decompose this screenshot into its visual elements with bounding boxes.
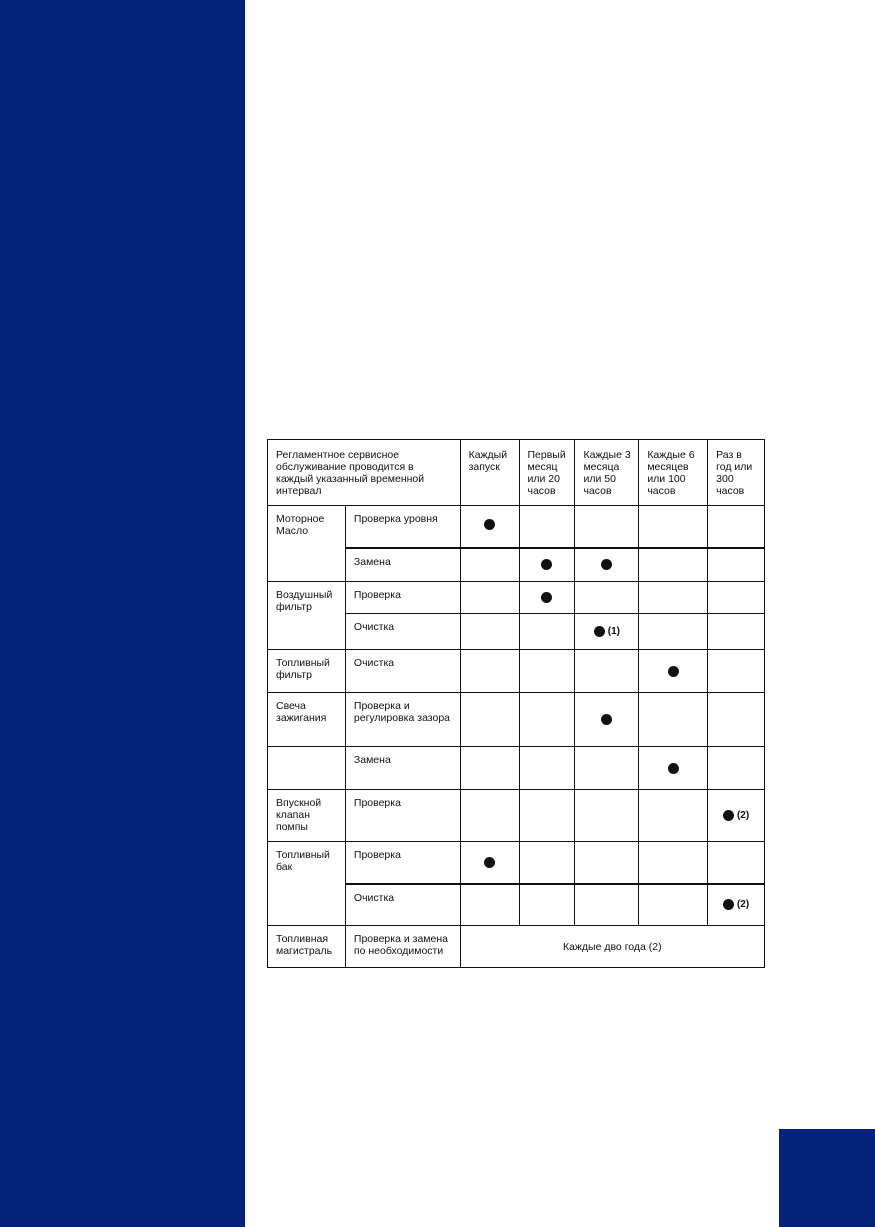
header-yearly: Раз в год или 300 часов [708, 440, 765, 506]
row-label-air-filter: Воздушный фильтр [268, 582, 346, 650]
maintenance-schedule-table [267, 439, 765, 968]
table-row [268, 506, 765, 548]
schedule-cell [708, 790, 765, 842]
fuel-line-interval: Каждые дво года (2) [460, 926, 764, 968]
row-label-fuel-filter: Топливный фильтр [268, 650, 346, 693]
table-row [268, 790, 765, 842]
header-every-3-months: Каждые 3 месяца или 50 часов [575, 440, 639, 506]
table-row [268, 926, 765, 968]
schedule-cell [575, 650, 639, 693]
dot-icon [601, 714, 612, 725]
schedule-cell [708, 548, 765, 582]
schedule-cell [519, 614, 575, 650]
action-label: Проверка уровня [345, 506, 460, 548]
schedule-cell [460, 693, 519, 747]
header-every-6-months: Каждые 6 месяцев или 100 часов [639, 440, 708, 506]
footnote-ref: (2) [736, 809, 750, 821]
schedule-cell [519, 506, 575, 548]
dot-icon [541, 559, 552, 570]
schedule-cell [639, 582, 708, 614]
action-label: Очистка [345, 884, 460, 926]
schedule-cell [575, 548, 639, 582]
table-header-row [268, 440, 765, 506]
dot-icon [668, 763, 679, 774]
schedule-cell [519, 842, 575, 884]
schedule-cell [519, 548, 575, 582]
action-label: Очистка [345, 614, 460, 650]
dot-icon [601, 559, 612, 570]
schedule-cell [460, 884, 519, 926]
table-row [268, 693, 765, 747]
schedule-cell [708, 582, 765, 614]
schedule-cell [575, 582, 639, 614]
schedule-cell [460, 548, 519, 582]
schedule-cell [519, 884, 575, 926]
dot-icon [541, 592, 552, 603]
schedule-cell [460, 747, 519, 790]
schedule-cell [519, 582, 575, 614]
row-label-spark-plug: Свеча зажигания [268, 693, 346, 747]
schedule-cell [519, 790, 575, 842]
schedule-cell [639, 614, 708, 650]
action-label: Замена [345, 747, 460, 790]
schedule-cell [460, 506, 519, 548]
dot-icon [484, 519, 495, 530]
schedule-cell [708, 884, 765, 926]
schedule-cell [460, 650, 519, 693]
schedule-cell [639, 650, 708, 693]
page-corner-block [779, 1129, 875, 1227]
schedule-cell [575, 884, 639, 926]
dot-icon [723, 899, 734, 910]
header-description: Регламентное сервисное обслуживание проводится в каждый указанный временной интервал [268, 440, 461, 506]
row-label-fuel-line: Топливная магистраль [268, 926, 346, 968]
schedule-cell [575, 747, 639, 790]
table-row [268, 650, 765, 693]
schedule-cell [708, 693, 765, 747]
footnote-ref: (1) [607, 625, 620, 637]
action-label: Проверка и регулировка зазора [345, 693, 460, 747]
row-label-oil: Моторное Масло [268, 506, 346, 582]
row-label-fuel-tank: Топливный бак [268, 842, 346, 926]
action-label: Проверка [345, 582, 460, 614]
schedule-cell [519, 747, 575, 790]
table-row [268, 842, 765, 884]
row-label-empty [268, 747, 346, 790]
schedule-cell [639, 548, 708, 582]
schedule-cell [575, 842, 639, 884]
dot-icon [723, 810, 734, 821]
schedule-cell [519, 650, 575, 693]
schedule-cell [708, 747, 765, 790]
schedule-cell [708, 614, 765, 650]
schedule-cell [639, 884, 708, 926]
table-row [268, 747, 765, 790]
action-label: Замена [345, 548, 460, 582]
action-label: Проверка и замена по необходимости [345, 926, 460, 968]
schedule-cell [639, 693, 708, 747]
footnote-ref: (2) [736, 898, 750, 910]
dot-icon [594, 626, 605, 637]
schedule-cell [575, 693, 639, 747]
action-label: Очистка [345, 650, 460, 693]
schedule-cell [639, 747, 708, 790]
schedule-cell [575, 790, 639, 842]
schedule-cell [708, 650, 765, 693]
schedule-cell [460, 790, 519, 842]
header-every-start: Каждый запуск [460, 440, 519, 506]
schedule-cell [460, 582, 519, 614]
schedule-cell [460, 842, 519, 884]
dot-icon [668, 666, 679, 677]
schedule-cell [708, 842, 765, 884]
left-sidebar-band [0, 0, 245, 1227]
schedule-cell [460, 614, 519, 650]
schedule-cell [639, 842, 708, 884]
table-row [268, 582, 765, 614]
row-label-intake-valve: Впускной клапан помпы [268, 790, 346, 842]
action-label: Проверка [345, 790, 460, 842]
schedule-cell [575, 506, 639, 548]
dot-icon [484, 857, 495, 868]
schedule-cell [575, 614, 639, 650]
schedule-cell [708, 506, 765, 548]
schedule-cell [639, 506, 708, 548]
schedule-cell [639, 790, 708, 842]
action-label: Проверка [345, 842, 460, 884]
header-first-month: Первый месяц или 20 часов [519, 440, 575, 506]
schedule-cell [519, 693, 575, 747]
